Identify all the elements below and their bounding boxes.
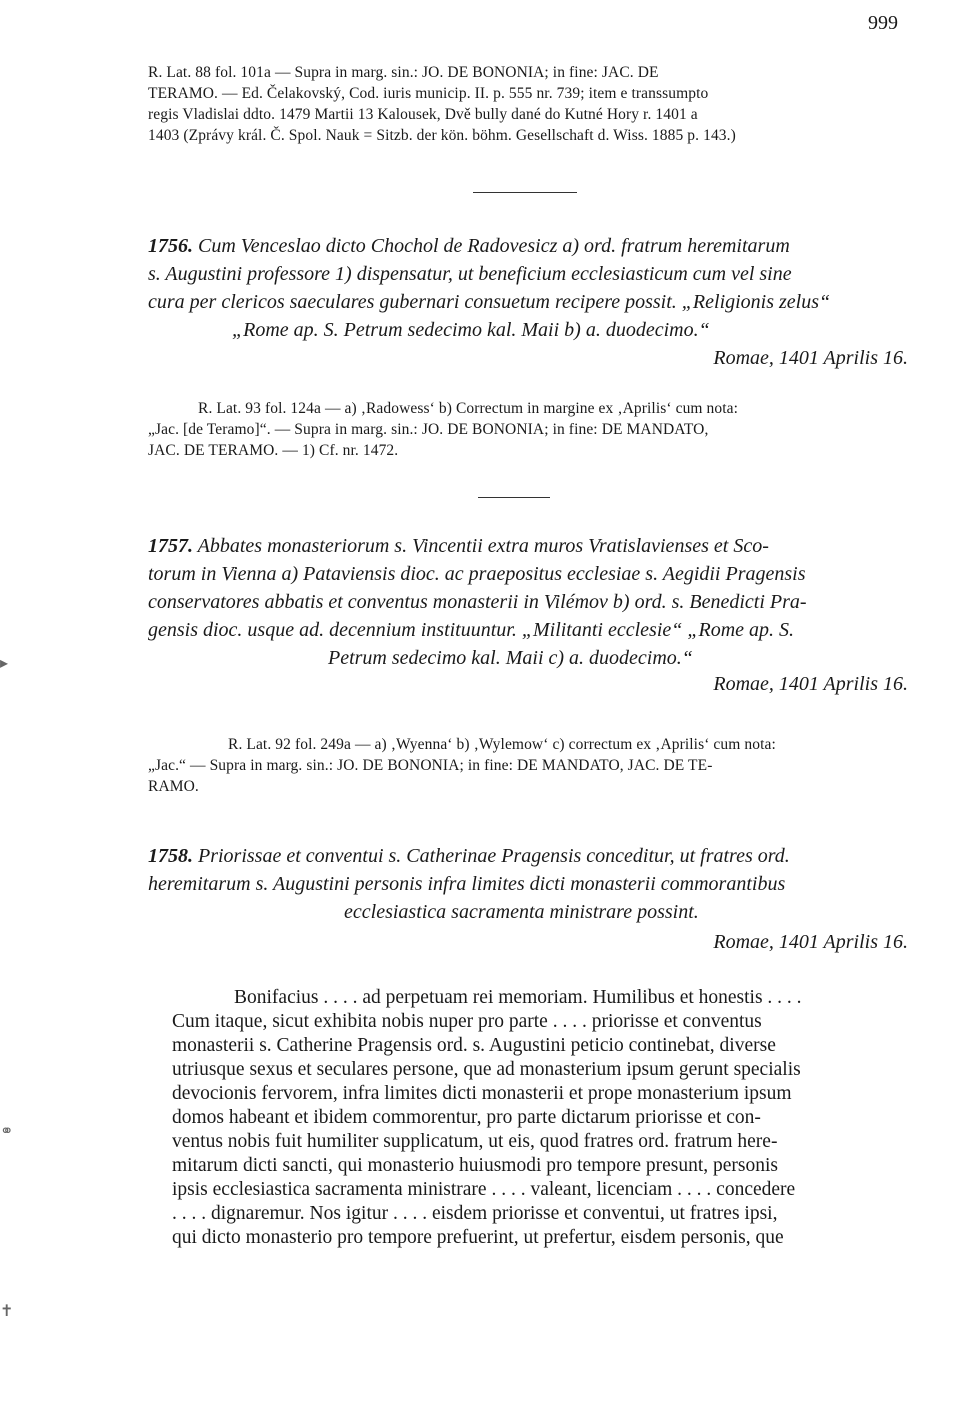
note-line: regis Vladislai ddto. 1479 Martii 13 Kalousek, Dvě bully dané do Kutné Hory r. 1401 a xyxy=(148,106,698,123)
note-line: „Jac. [de Teramo]“. — Supra in marg. sin.: JO. DE BONONIA; in fine: DE MANDATO, xyxy=(148,421,709,438)
regest-line: s. Augustini professore 1) dispensatur, ut beneficium ecclesiasticum cum vel sine xyxy=(148,263,792,285)
separator-rule xyxy=(473,192,577,193)
regest-text: Priorissae et conventui s. Catherinae Pragensis conceditur, ut fratres ord. xyxy=(198,845,790,867)
page-number: 999 xyxy=(868,12,898,34)
regest-line xyxy=(148,842,908,870)
body-line: Cum itaque, sicut exhibita nobis nuper pro parte . . . . priorisse et conventus xyxy=(172,1011,762,1032)
body-line: monasterii s. Catherine Pragensis ord. s. Augustini peticio continebat, diverse xyxy=(172,1035,776,1056)
note-line: R. Lat. 88 fol. 101a — Supra in marg. sin.: JO. DE BONONIA; in fine: JAC. DE xyxy=(148,64,659,81)
note-line: 1403 (Zprávy král. Č. Spol. Nauk = Sitzb. der kön. böhm. Gesellschaft d. Wiss. 1885 p. 143.) xyxy=(148,127,736,144)
regest-text: Cum Venceslao dicto Chochol de Radovesicz a) ord. fratrum heremitarum xyxy=(198,235,790,257)
entry-1757-date: Romae, 1401 Aprilis 16. xyxy=(713,673,908,695)
margin-cross-icon: ✝ xyxy=(0,1303,14,1320)
body-line: ipsis ecclesiastica sacramenta ministrare . . . . valeant, licenciam . . . . concedere xyxy=(172,1179,796,1200)
regest-line: heremitarum s. Augustini personis infra limites dicti monasterii commorantibus xyxy=(148,873,786,895)
regest-line: gensis dioc. usque ad. decennium instituuntur. „Militanti ecclesie“ „Rome ap. S. xyxy=(148,619,795,641)
entry-1758-date: Romae, 1401 Aprilis 16. xyxy=(713,931,908,953)
separator-rule xyxy=(478,497,550,498)
regest-text: Abbates monasteriorum s. Vincentii extra muros Vratislavienses et Sco- xyxy=(197,535,769,557)
entry-1757-regest xyxy=(148,532,908,672)
regest-line: ecclesiastica sacramenta ministrare possint. xyxy=(344,901,699,923)
regest-line xyxy=(148,232,908,260)
regest-line xyxy=(148,532,908,560)
note-line: R. Lat. 93 fol. 124a — a) ‚Radowess‘ b) Correctum in margine ex ‚Aprilis‘ cum nota: xyxy=(198,400,739,417)
body-line: Bonifacius . . . . ad perpetuam rei memoriam. Humilibus et honestis . . . . xyxy=(234,987,802,1008)
entry-1756-date: Romae, 1401 Aprilis 16. xyxy=(713,347,908,369)
entry-number: 1758. xyxy=(148,845,193,867)
intro-note xyxy=(148,62,908,146)
text-body xyxy=(172,986,928,1250)
margin-arrow-icon: ▸ xyxy=(0,655,9,672)
body-line: domos habeant et ibidem commorentur, pro parte dictarum priorisse et con- xyxy=(172,1107,761,1128)
regest-line: Petrum sedecimo kal. Maii c) a. duodecimo.“ xyxy=(328,647,693,669)
entry-number: 1756. xyxy=(148,235,193,257)
margin-ring-icon: ⚭ xyxy=(0,1123,14,1140)
note-line: TERAMO. — Ed. Čelakovský, Cod. iuris municip. II. p. 555 nr. 739; item e transsumpto xyxy=(148,85,709,102)
regest-line: torum in Vienna a) Pataviensis dioc. ac praepositus ecclesiae s. Aegidii Pragensis xyxy=(148,563,806,585)
regest-line: „Rome ap. S. Petrum sedecimo kal. Maii b) a. duodecimo.“ xyxy=(232,319,710,341)
entry-number: 1757. xyxy=(148,535,193,557)
body-line: . . . . dignaremur. Nos igitur . . . . eisdem priorisse et conventui, ut fratres ipsi, xyxy=(172,1203,778,1224)
body-line: mitarum dicti sancti, qui monasterio huiusmodi pro tempore presunt, personis xyxy=(172,1155,779,1176)
entry-1758-regest xyxy=(148,842,908,926)
body-line: qui dicto monasterio pro tempore prefuerint, ut prefertur, eisdem personis, que xyxy=(172,1227,784,1248)
entry-1756-note xyxy=(148,398,908,461)
body-line: ventus nobis fuit humiliter supplicatum, ut eis, quod fratres ord. fratrum here- xyxy=(172,1131,778,1152)
note-line: „Jac.“ — Supra in marg. sin.: JO. DE BONONIA; in fine: DE MANDATO, JAC. DE TE- xyxy=(148,757,713,774)
body-line: utriusque sexus et seculares persone, que ad monasterium ipsum gerunt specialis xyxy=(172,1059,801,1080)
entry-1757-note xyxy=(148,734,908,797)
entry-1756-regest xyxy=(148,232,908,344)
body-line: devocionis fervorem, infra limites dicti monasterii et prope monasterium ipsum xyxy=(172,1083,792,1104)
regest-line: cura per clericos saeculares gubernari consuetum recipere possit. „Religionis zelus“ xyxy=(148,291,831,313)
note-line: R. Lat. 92 fol. 249a — a) ‚Wyenna‘ b) ‚Wylemow‘ c) correctum ex ‚Aprilis‘ cum nota: xyxy=(228,736,776,753)
note-line: RAMO. xyxy=(148,778,199,795)
regest-line: conservatores abbatis et conventus monasterii in Vilémov b) ord. s. Benedicti Pra- xyxy=(148,591,807,613)
note-line: JAC. DE TERAMO. — 1) Cf. nr. 1472. xyxy=(148,442,399,459)
